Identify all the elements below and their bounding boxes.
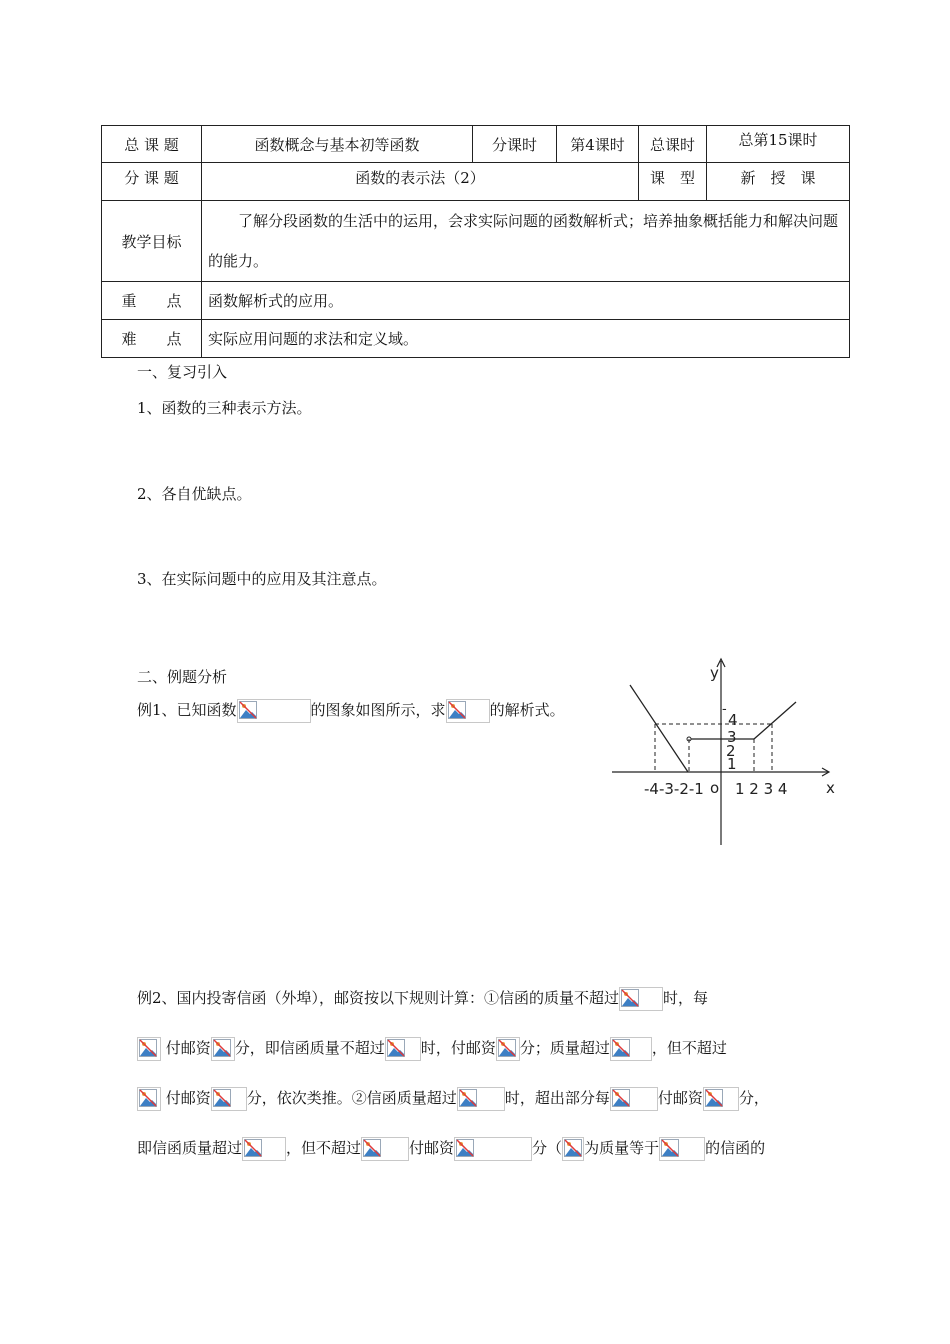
example2-line-3: 付邮资 分，依次类推。②信函质量超过 时，超出部分每 付邮资 分， <box>137 1087 769 1111</box>
broken-image-icon <box>237 699 311 723</box>
x-neg-ticks: -4-3-2-1 <box>644 780 704 798</box>
example2-line-2: 付邮资 分，即信函质量不超过 时，付邮资 分；质量超过 ，但不超过 <box>137 1037 727 1061</box>
broken-image-icon <box>610 1037 652 1061</box>
difficult-point-text: 实际应用问题的求法和定义域。 <box>202 320 850 358</box>
broken-image-icon <box>211 1087 247 1111</box>
broken-image-icon <box>446 699 490 723</box>
broken-image-icon <box>562 1137 584 1161</box>
review-item-3: 3、在实际问题中的应用及其注意点。 <box>137 570 387 588</box>
broken-image-icon <box>137 1087 161 1111</box>
sub-topic-value: 函数的表示法（2） <box>202 163 639 201</box>
y-axis-label: y <box>710 664 719 682</box>
broken-image-icon <box>457 1087 505 1111</box>
x-pos-ticks: 1 2 3 4 <box>735 780 788 798</box>
sub-hours-label: 分课时 <box>473 126 557 163</box>
broken-image-icon <box>361 1137 409 1161</box>
lesson-type-value: 新 授 课 <box>707 163 850 201</box>
x-axis-label: x <box>826 779 835 797</box>
y-tick-4: 4 <box>728 711 738 729</box>
sub-hours-value: 第4课时 <box>557 126 639 163</box>
review-item-2: 2、各自优缺点。 <box>137 485 252 503</box>
goals-label: 教学目标 <box>102 201 202 282</box>
key-point-label: 重 点 <box>102 282 202 320</box>
lesson-header-table <box>101 125 850 358</box>
broken-image-icon <box>211 1037 235 1061</box>
graph-left-ray <box>630 685 688 772</box>
example1-line: 例1、已知函数 的图象如图所示，求 的解析式。 <box>137 699 565 723</box>
function-graph <box>600 655 850 850</box>
y-dash-mark: - <box>722 702 727 717</box>
y-tick-3: 3 <box>727 728 737 746</box>
broken-image-icon <box>385 1037 421 1061</box>
section2-title: 二、例题分析 <box>137 668 228 686</box>
total-topic-label: 总 课 题 <box>102 126 202 163</box>
broken-image-icon <box>137 1037 161 1061</box>
example2-line-1: 例2、国内投寄信函（外埠），邮资按以下规则计算：①信函的质量不超过 时，每 <box>137 987 708 1011</box>
goals-text: 了解分段函数的生活中的运用，会求实际问题的函数解析式；培养抽象概括能力和解决问题的能力。 <box>202 201 850 282</box>
broken-image-icon <box>659 1137 705 1161</box>
example2-line-4: 即信函质量超过 ，但不超过 付邮资 分（ 为质量等于 的信函的 <box>137 1137 765 1161</box>
y-tick-2: 2 <box>726 742 736 760</box>
broken-image-icon <box>610 1087 658 1111</box>
section1-title: 一、复习引入 <box>137 363 228 381</box>
total-hours-label: 总课时 <box>639 126 707 163</box>
y-tick-1: 1 <box>727 755 737 773</box>
key-point-text: 函数解析式的应用。 <box>202 282 850 320</box>
origin-label: o <box>710 779 720 797</box>
broken-image-icon <box>496 1037 520 1061</box>
review-item-1: 1、函数的三种表示方法。 <box>137 399 312 417</box>
lesson-type-label: 课 型 <box>639 163 707 201</box>
difficult-point-label: 难 点 <box>102 320 202 358</box>
total-hours-value: 总第15课时 <box>707 126 850 163</box>
broken-image-icon <box>242 1137 286 1161</box>
broken-image-icon <box>454 1137 532 1161</box>
total-topic-value: 函数概念与基本初等函数 <box>202 126 473 163</box>
broken-image-icon <box>703 1087 739 1111</box>
broken-image-icon <box>619 987 663 1011</box>
sub-topic-label: 分 课 题 <box>102 163 202 201</box>
graph-right-ray <box>754 702 796 739</box>
